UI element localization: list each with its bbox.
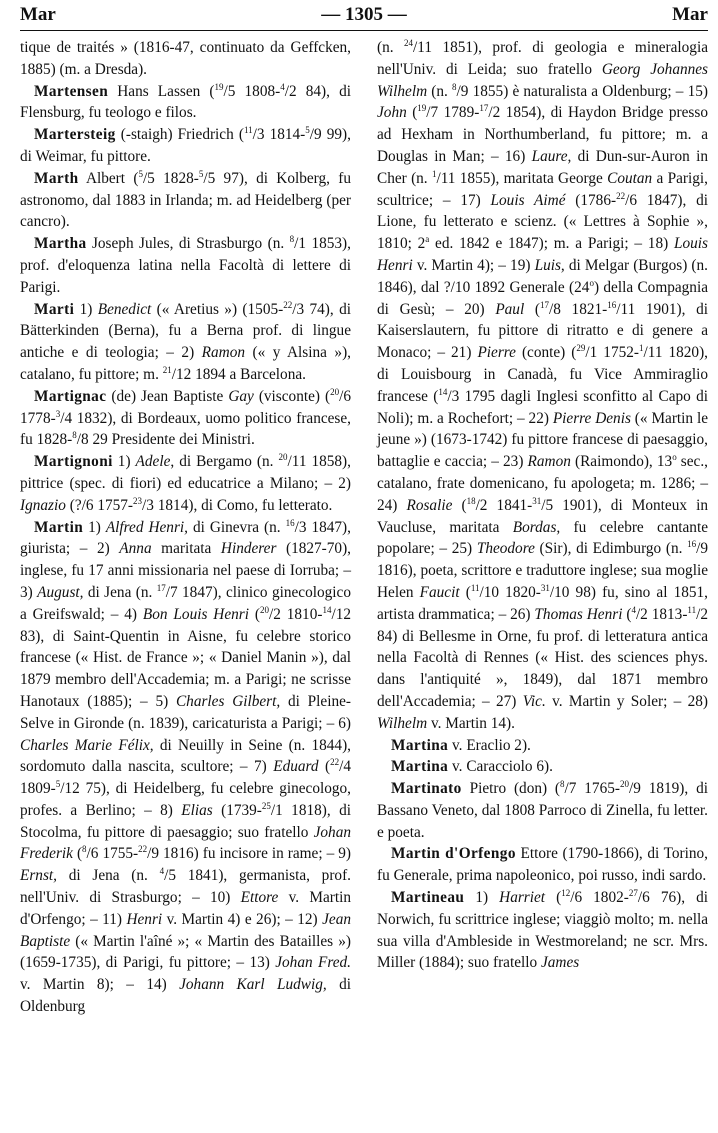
entry-name-italic: Bon Louis Henri	[142, 605, 249, 623]
superscript: 24	[404, 37, 414, 48]
entry-text: (	[545, 889, 562, 907]
entry-text: /5 1828-	[142, 169, 199, 187]
entry-text: /11 1858), pittrice (spec. di fiori) ed educatrice a Milano; – 2)	[20, 453, 351, 492]
dictionary-entry	[20, 233, 351, 298]
entry-name-italic: Henri	[126, 910, 163, 928]
superscript: 8	[82, 844, 87, 855]
entry-headword: Martignoni	[34, 453, 113, 471]
superscript: 22	[330, 757, 340, 768]
entry-text: (	[452, 496, 467, 514]
entry-name-italic: Ramon	[201, 344, 246, 362]
superscript: 5	[198, 168, 204, 179]
entry-text: /1 1853), prof. d'eloquenza latina nella Facoltà di lettere di Parigi.	[20, 235, 351, 296]
entry-name-italic: John	[377, 104, 407, 122]
entry-text: /9 99), di Weimar, fu pittore.	[20, 126, 351, 165]
entry-text: /6 1802-	[570, 889, 629, 907]
entry-text: sec., catalano, frate domenicano, fu apologeta; m. 1286; – 24)	[377, 453, 708, 514]
superscript: 1	[431, 168, 437, 179]
entry-text: v. Caracciolo 6).	[448, 758, 553, 776]
entry-text: (« y Alsina »), catalano, fu pittore; m.	[20, 344, 351, 383]
entry-text: /9 1855) è naturalista a Oldenburg; – 15)	[456, 82, 708, 100]
entry-text: v. Martin 4) e 26); – 12)	[162, 910, 323, 928]
superscript: 21	[162, 364, 172, 375]
entry-text: (	[249, 605, 260, 623]
entry-text: /12 83), di Saint-Quentin in Aisne, fu celebre storico francese (« Hist. de France »; « Daniel Manin »), dal 1879 membro dell'Accademia; m. a Parigi; ne scrisse Hanotaux (1885); – 5)	[20, 605, 351, 710]
entry-text: /5 1841), germanista, prof. nell'Univ. di Strasburgo; – 10)	[20, 867, 351, 907]
entry-text: /9 1816), poeta, scrittore e traduttore inglese; sua moglie Helen	[377, 540, 708, 601]
superscript: 11	[470, 582, 480, 593]
entry-continuation	[377, 37, 708, 735]
entry-headword: Martha	[34, 235, 87, 253]
superscript: 20	[278, 452, 288, 463]
entry-headword: Martin d'Orfengo	[391, 845, 516, 863]
superscript: a	[425, 234, 430, 245]
entry-text: /5 1901), di Monteux in Vaucluse, maritata	[377, 496, 708, 536]
entry-name-italic: Pierre Denis	[552, 409, 631, 427]
entry-text: Pietro (don) (	[461, 780, 561, 798]
entry-headword: Martina	[391, 736, 449, 754]
entry-name-italic: Louis Henri	[377, 235, 708, 274]
entry-name-italic: Elias	[181, 801, 213, 819]
entry-text: (1786-	[565, 191, 617, 209]
entry-text: /11 1855), maritata George	[436, 169, 608, 187]
entry-text: /3 1814), di Como, fu letterato.	[142, 496, 333, 514]
entry-headword: Martinato	[391, 780, 462, 798]
entry-name-italic: Ettore	[240, 889, 279, 907]
entry-name-italic: Johan Frederik	[20, 823, 351, 863]
entry-name-italic: Coutan	[607, 169, 653, 187]
superscript: 31	[532, 495, 542, 506]
entry-text: di Jena (n.	[56, 867, 160, 885]
entry-headword: Marti	[34, 300, 75, 318]
entry-text: v. Martin 4); – 19)	[412, 256, 535, 274]
superscript: o	[672, 452, 677, 463]
entry-text: di Pleine-Selve in Gironde (n. 1839), caricaturista a Parigi; – 6)	[20, 692, 351, 732]
entry-name-italic: Anna	[119, 540, 152, 558]
superscript: 19	[417, 103, 427, 114]
dictionary-entry	[20, 299, 351, 386]
entry-text: /7 1789-	[426, 104, 480, 122]
superscript: 20	[330, 386, 340, 397]
entry-text: /6 1847), di Lione, fu letterato e scienz. (« Lettres à Sophie », 1810; 2	[377, 191, 708, 253]
superscript: 22	[283, 299, 293, 310]
page-header	[20, 4, 708, 31]
entry-text: v. Martin 8); – 14)	[20, 976, 180, 994]
entry-text: , di Bergamo (n.	[170, 453, 279, 471]
entry-text: /4 1832), di Bordeaux, uomo politico francese, fu 1828-	[20, 409, 351, 449]
dictionary-entry	[377, 843, 708, 887]
entry-text: fu celebre cantante popolare; – 25)	[377, 518, 708, 558]
entry-name-italic: Harriet	[499, 889, 546, 907]
superscript: 8	[452, 81, 457, 92]
entry-text: ) della Compagnia di Gesù; – 20)	[377, 278, 708, 318]
entry-text: (	[524, 300, 540, 318]
entry-name-italic: Theodore	[476, 540, 535, 558]
entry-text: (« Aretius ») (1505-	[151, 300, 284, 318]
left-column	[20, 37, 351, 1018]
entry-name-italic: Vic.	[522, 692, 546, 710]
entry-name-italic: Benedict	[97, 300, 152, 318]
entry-text: 1)	[74, 300, 98, 318]
superscript: 19	[214, 81, 224, 92]
entry-text: /7 1765-	[564, 780, 620, 798]
entry-name-italic: Paul	[495, 300, 525, 318]
entry-text: di Melgar (Burgos) (n. 1846), dal ?/10 1892 Generale (24	[377, 256, 708, 296]
entry-text: di Neuilly in Seine (n. 1844), sordomuto dalla nascita, scultore; – 7)	[20, 736, 351, 776]
entry-text: /3 1814-	[252, 126, 306, 144]
entry-text: (de) Jean Baptiste	[106, 387, 229, 405]
entry-text: /9 1819), di Bassano Veneto, dal 1808 Parroco di Zinella, fu letter. e poeta.	[377, 780, 708, 841]
entry-name-italic: Charles Marie Félix,	[20, 736, 154, 754]
entry-text: /3 74), di Bätterkinden (Berna), fu a Berna prof. di lingue antiche e di teologia; – 2)	[20, 300, 351, 362]
entry-text: /1 1752-	[585, 344, 639, 362]
entry-text: /10 98) fu, sino al 1851, artista drammatica; – 26)	[377, 583, 708, 623]
entry-text: /2 1854), di Haydon Bridge presso ad Hexham in Northumberland, fu pittore; m. a Douglas in Man; – 16)	[377, 104, 708, 165]
header-left-keyword: Mar	[20, 4, 56, 25]
entry-text: v. Martin 14).	[427, 714, 515, 732]
entry-text: di Dun-sur-Auron in Cher (n.	[377, 147, 708, 187]
entry-text: (n.	[377, 39, 405, 56]
dictionary-entry	[20, 517, 351, 1018]
superscript: 3	[55, 408, 61, 419]
superscript: 17	[156, 582, 166, 593]
entry-text: 1)	[464, 889, 500, 907]
superscript: 5	[138, 168, 143, 179]
entry-name-italic: Ignazio	[20, 496, 66, 514]
entry-text: Hans Lassen (	[108, 82, 215, 100]
entry-text: /12 75), di Heidelberg, fu celebre ginecologo, profes. a Berlino; – 8)	[20, 780, 351, 819]
entry-text: (Raimondo), 13	[570, 453, 673, 471]
entry-text: /2 1841-	[475, 496, 533, 514]
superscript: 1	[638, 343, 644, 354]
entry-text: (1827-70), inglese, fu 17 anni missionaria nel paese di Iorruba; – 3)	[20, 540, 351, 601]
dictionary-entry	[20, 451, 351, 516]
entry-name-italic: Rosalie	[406, 496, 453, 514]
entry-headword: Marth	[34, 169, 79, 187]
entry-text: (conte) (	[515, 344, 577, 362]
entry-name-italic: Wilhelm	[377, 714, 428, 732]
entry-text: (Sir), di Edimburgo (n.	[534, 540, 688, 558]
entry-text: (« Martin le jeune ») (1673-1742) fu pittore francese di paesaggio, battaglie e caccia; – 23)	[377, 409, 708, 471]
superscript: 5	[55, 779, 61, 789]
superscript: 12	[561, 887, 571, 898]
text-columns	[20, 37, 708, 1018]
entry-text: /3 1847), giurista; – 2)	[20, 518, 351, 558]
superscript: 17	[479, 103, 489, 114]
dictionary-entry	[20, 168, 351, 233]
entry-text: /11 1901), di Kaiserslautern, fu pittore di ritratto e di genere a Monaco; – 21)	[377, 300, 708, 362]
superscript: 8	[289, 234, 295, 245]
superscript: 11	[243, 125, 253, 136]
entry-headword: Martersteig	[34, 126, 116, 144]
entry-text: /8 1821-	[548, 300, 608, 318]
entry-text: /4 1809-	[20, 758, 351, 798]
page-number: — 1305 —	[321, 4, 407, 25]
entry-text: 1)	[112, 453, 136, 471]
entry-text: (n.	[427, 82, 453, 100]
entry-text: (visconte) (	[253, 387, 331, 405]
superscript: 25	[261, 800, 271, 811]
entry-text: (-staigh) Friedrich (	[115, 126, 244, 144]
entry-text: /3 1795 dagli Inglesi sconfitto al Capo di Noli); m. a Rochefort; – 22)	[377, 387, 708, 427]
superscript: 4	[280, 81, 285, 92]
superscript: 29	[576, 343, 586, 354]
entry-text: (?/6 1757-	[65, 496, 134, 514]
superscript: 23	[133, 495, 143, 506]
entry-headword: Martensen	[34, 82, 109, 100]
entry-text: (« Martin l'aîné »; « Martin des Batailles ») (1659-1735), di Parigi, fu pittore; – 13)	[20, 932, 351, 972]
entry-text: maritata	[151, 540, 221, 558]
entry-headword: Martignac	[34, 387, 107, 405]
entry-text: tique de traités » (1816-47, continuato da Geffcken, 1885) (m. a Dresda).	[20, 39, 351, 78]
dictionary-entry	[20, 81, 351, 125]
superscript: 5	[305, 125, 310, 136]
entry-text: /1 1818), di Stocolma, fu pittore di paesaggio; suo fratello	[20, 801, 351, 841]
dictionary-entry	[377, 887, 708, 974]
superscript: 16	[285, 517, 295, 528]
entry-text: v. Eraclio 2).	[448, 736, 531, 754]
right-column	[377, 37, 708, 1018]
entry-name-italic: Gay	[228, 387, 254, 405]
superscript: 14	[322, 604, 332, 615]
entry-text: di Jena (n.	[83, 583, 157, 601]
entry-text: (	[72, 845, 83, 863]
entry-text: /7 1847), clinico ginecologico a Greifswald; – 4)	[20, 583, 351, 623]
header-right-keyword: Mar	[672, 4, 708, 25]
entry-text: (1739-	[212, 801, 262, 819]
entry-name-italic: Alfred Henri,	[105, 518, 188, 536]
superscript: 16	[687, 539, 697, 550]
dictionary-entry	[20, 124, 351, 168]
entry-text: /8 29 Presidente dei Ministri.	[76, 431, 255, 449]
superscript: 8	[560, 779, 565, 789]
superscript: o	[589, 277, 594, 288]
entry-text: /2 84), di Flensburg, fu teologo e filos.	[20, 82, 351, 122]
entry-text: /6 1755-	[86, 845, 139, 863]
entry-name-italic: Hinderer	[220, 540, 277, 558]
entry-headword: Martin	[34, 518, 84, 536]
entry-name-italic: Eduard	[273, 758, 319, 776]
entry-text: ed. 1842 e 1847); m. a Parigi; – 18)	[429, 235, 674, 253]
dictionary-entry	[377, 756, 708, 778]
superscript: 22	[138, 844, 148, 855]
entry-text: di Ginevra (n.	[187, 518, 286, 536]
entry-text: /9 1816) fu incisore in rame; – 9)	[147, 845, 351, 863]
superscript: 22	[616, 190, 626, 201]
entry-text: (	[622, 605, 632, 623]
entry-name-italic: Bordas,	[512, 518, 561, 536]
dictionary-entry	[377, 735, 708, 757]
entry-name-italic: Johan Fred.	[275, 954, 351, 972]
entry-text: /11 1820), di Louisbourg in Canadà, fu Vice Ammiraglio francese (	[377, 344, 708, 405]
superscript: 4	[159, 866, 165, 877]
entry-text: /6 1778-	[20, 387, 351, 427]
entry-text: 1)	[83, 518, 106, 536]
entry-name-italic: Johann Karl Ludwig,	[179, 976, 327, 994]
entry-text: v. Martin y Soler; – 28)	[545, 692, 708, 710]
superscript: 8	[72, 430, 77, 441]
entry-text: /10 1820-	[479, 583, 541, 601]
entry-text: /2 1813-	[635, 605, 688, 623]
entry-name-italic: August,	[37, 583, 84, 601]
entry-text: (	[406, 104, 418, 122]
entry-name-italic: Ernst,	[20, 867, 57, 885]
entry-text: /5 97), di Kolberg, fu astronomo, dal 1883 in Irlanda; m. ad Heidelberg (per cancro).	[20, 169, 351, 231]
entry-name-italic: Adele	[135, 453, 171, 471]
entry-text: a Parigi, scultrice; – 17)	[377, 169, 709, 209]
superscript: 4	[631, 604, 636, 615]
entry-text: Joseph Jules, di Strasburgo (n.	[86, 235, 290, 253]
superscript: 20	[619, 779, 629, 789]
entry-text: (	[318, 758, 331, 776]
entry-text: /5 1808-	[223, 82, 281, 100]
entry-headword: Martina	[391, 758, 449, 776]
entry-name-italic: Pierre	[477, 344, 516, 362]
entry-text: Ettore (1790-1866), di Torino, fu Generale, prima napoleonico, poi russo, indi sardo.	[377, 845, 708, 885]
superscript: 27	[628, 887, 638, 898]
entry-name-italic: Georg Johannes Wilhelm	[377, 60, 709, 100]
dictionary-entry	[377, 778, 708, 843]
entry-text: di Oldenburg	[20, 976, 352, 1016]
entry-name-italic: James	[540, 954, 580, 972]
entry-name-italic: Laure,	[531, 147, 572, 165]
superscript: 31	[540, 582, 550, 593]
entry-name-italic: Charles Gilbert,	[175, 692, 281, 710]
entry-text: Albert (	[78, 169, 139, 187]
superscript: 16	[607, 299, 617, 310]
entry-text: v. Martin d'Orfengo; – 11)	[20, 889, 351, 928]
entry-continuation	[20, 37, 351, 81]
entry-name-italic: Luis,	[534, 256, 565, 274]
entry-text: /2 84) di Bellesme in Orne, fu prof. di letteratura antica nella Facoltà di Rennes (« Hist. des sciences phys. dans l'antiquité », 1849), dal 1871 membro dell'Accademia; – 27)	[377, 605, 708, 710]
entry-name-italic: Louis Aimé	[490, 191, 566, 209]
entry-name-italic: Ramon	[527, 453, 571, 471]
superscript: 14	[438, 386, 448, 397]
superscript: 17	[539, 299, 549, 310]
entry-name-italic: Jean Baptiste	[20, 910, 351, 950]
entry-text: /2 1810-	[268, 605, 323, 623]
entry-name-italic: Thomas Henri	[534, 605, 623, 623]
entry-text: (	[459, 583, 471, 601]
superscript: 11	[687, 604, 697, 615]
entry-headword: Martineau	[391, 889, 465, 907]
entry-text: /6 76), di Norwich, fu scrittrice inglese; viaggiò molto; m. nella sua villa d'Ambleside in Westmoreland; ne scr. Mrs. Miller (1884); suo fratello	[377, 889, 708, 972]
entry-name-italic: Faucit	[419, 583, 460, 601]
entry-text: /12 1894 a Barcelona.	[171, 365, 306, 383]
superscript: 20	[259, 604, 269, 615]
dictionary-entry	[20, 386, 351, 451]
superscript: 18	[466, 495, 476, 506]
entry-text: /11 1851), prof. di geologia e mineralogia nell'Univ. di Leida; suo fratello	[377, 39, 708, 78]
